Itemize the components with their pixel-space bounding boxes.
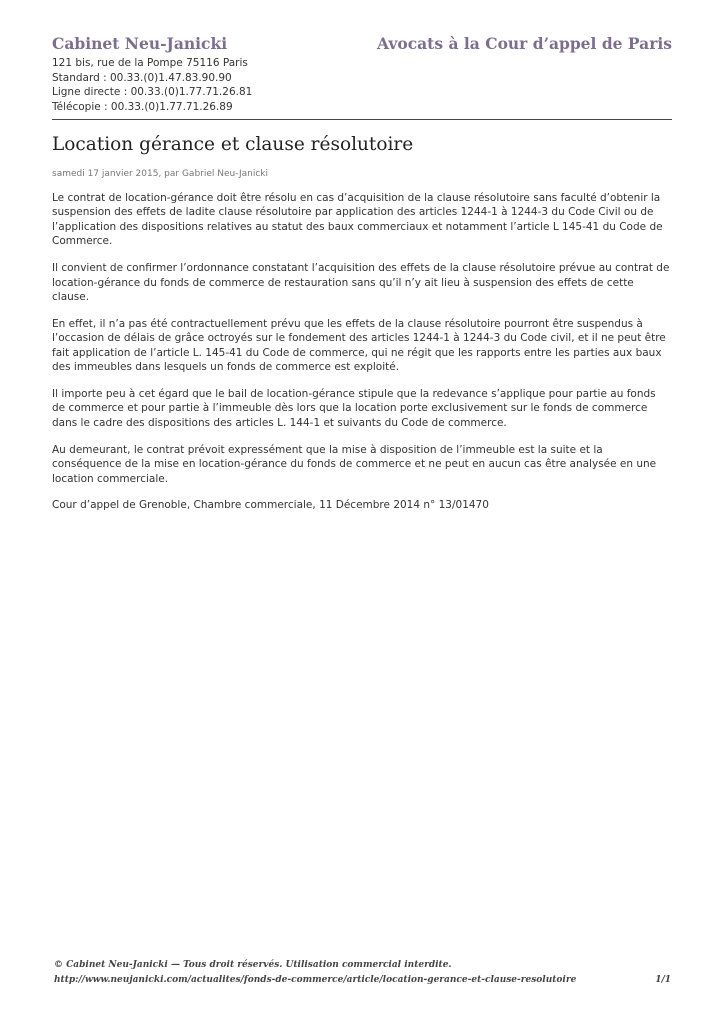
footer-url[interactable]: http://www.neujanicki.com/actualites/fonds-de-commerce/article/location-gerance-et-clause-resolutoire xyxy=(54,975,577,985)
contact-direct-line: Ligne directe : 00.33.(0)1.77.71.26.81 xyxy=(52,86,253,98)
article-paragraph: En effet, il n’a pas été contractuellement prévu que les effets de la clause résolutoire pourront être suspendus à l’occasion de délais de grâce octroyés sur le fondement des articles 1244-1 à 1244-3 du Code civil, et il ne peut être fait application de l’article L. 145-41 du Code de commerce, qui ne régit que les rapports entre les parties aux baux des immeubles dans lesquels un fonds de commerce est exploité. xyxy=(52,317,666,374)
article-title: Location gérance et clause résolutoire xyxy=(52,134,414,155)
contact-standard: Standard : 00.33.(0)1.47.83.90.90 xyxy=(52,71,232,84)
footer-copyright: © Cabinet Neu-Janicki — Tous droit réservés. Utilisation commercial interdite. xyxy=(54,960,452,970)
letterhead xyxy=(52,34,672,53)
firm-tagline: Avocats à la Cour d’appel de Paris xyxy=(376,34,672,53)
firm-name: Cabinet Neu-Janicki xyxy=(52,34,228,53)
header-divider xyxy=(52,119,672,120)
article-paragraph: Il importe peu à cet égard que le bail de location-gérance stipule que la redevance s’applique pour partie au fonds de commerce et pour partie à l’immeuble dès lors que la location porte exclusivement sur le fonds de commerce dans le cadre des dispositions des articles L. 144-1 et suivants du Code de commerce. xyxy=(52,387,656,429)
article-paragraph: Le contrat de location-gérance doit être résolu en cas d’acquisition de la clause résolutoire sans faculté d’obtenir la suspension des effets de ladite clause résolutoire par application des articles 1244-1 à 1244-3 du Code Civil ou de l’application des dispositions relatives au statut des baux commerciaux et notamment l’article L 145-41 du Code de Commerce. xyxy=(52,192,663,248)
contact-address: 121 bis, rue de la Pompe 75116 Paris xyxy=(52,57,248,69)
article-citation: Cour d’appel de Grenoble, Chambre commerciale, 11 Décembre 2014 n° 13/01470 xyxy=(52,499,489,512)
page-number: 1/1 xyxy=(655,975,671,985)
article-body xyxy=(52,191,672,513)
contact-fax: Télécopie : 00.33.(0)1.77.71.26.89 xyxy=(52,100,233,113)
article-paragraph: Il convient de confirmer l’ordonnance constatant l’acquisition des effets de la clause résolutoire prévue au contrat de location-gérance du fonds de commerce de restauration sans qu’il n’y ait lieu à suspension des effets de cette clause. xyxy=(52,262,670,303)
page-footer xyxy=(54,958,671,988)
footer-row xyxy=(54,973,671,988)
article-meta: samedi 17 janvier 2015, par Gabriel Neu-Janicki xyxy=(52,169,269,179)
contact-block xyxy=(52,56,672,114)
document-page xyxy=(52,34,672,525)
article-paragraph: Au demeurant, le contrat prévoit expressément que la mise à disposition de l’immeuble est la suite et la conséquence de la mise en location-gérance du fonds de commerce et ne peut en aucun cas être analysée en une location commerciale. xyxy=(52,443,657,485)
